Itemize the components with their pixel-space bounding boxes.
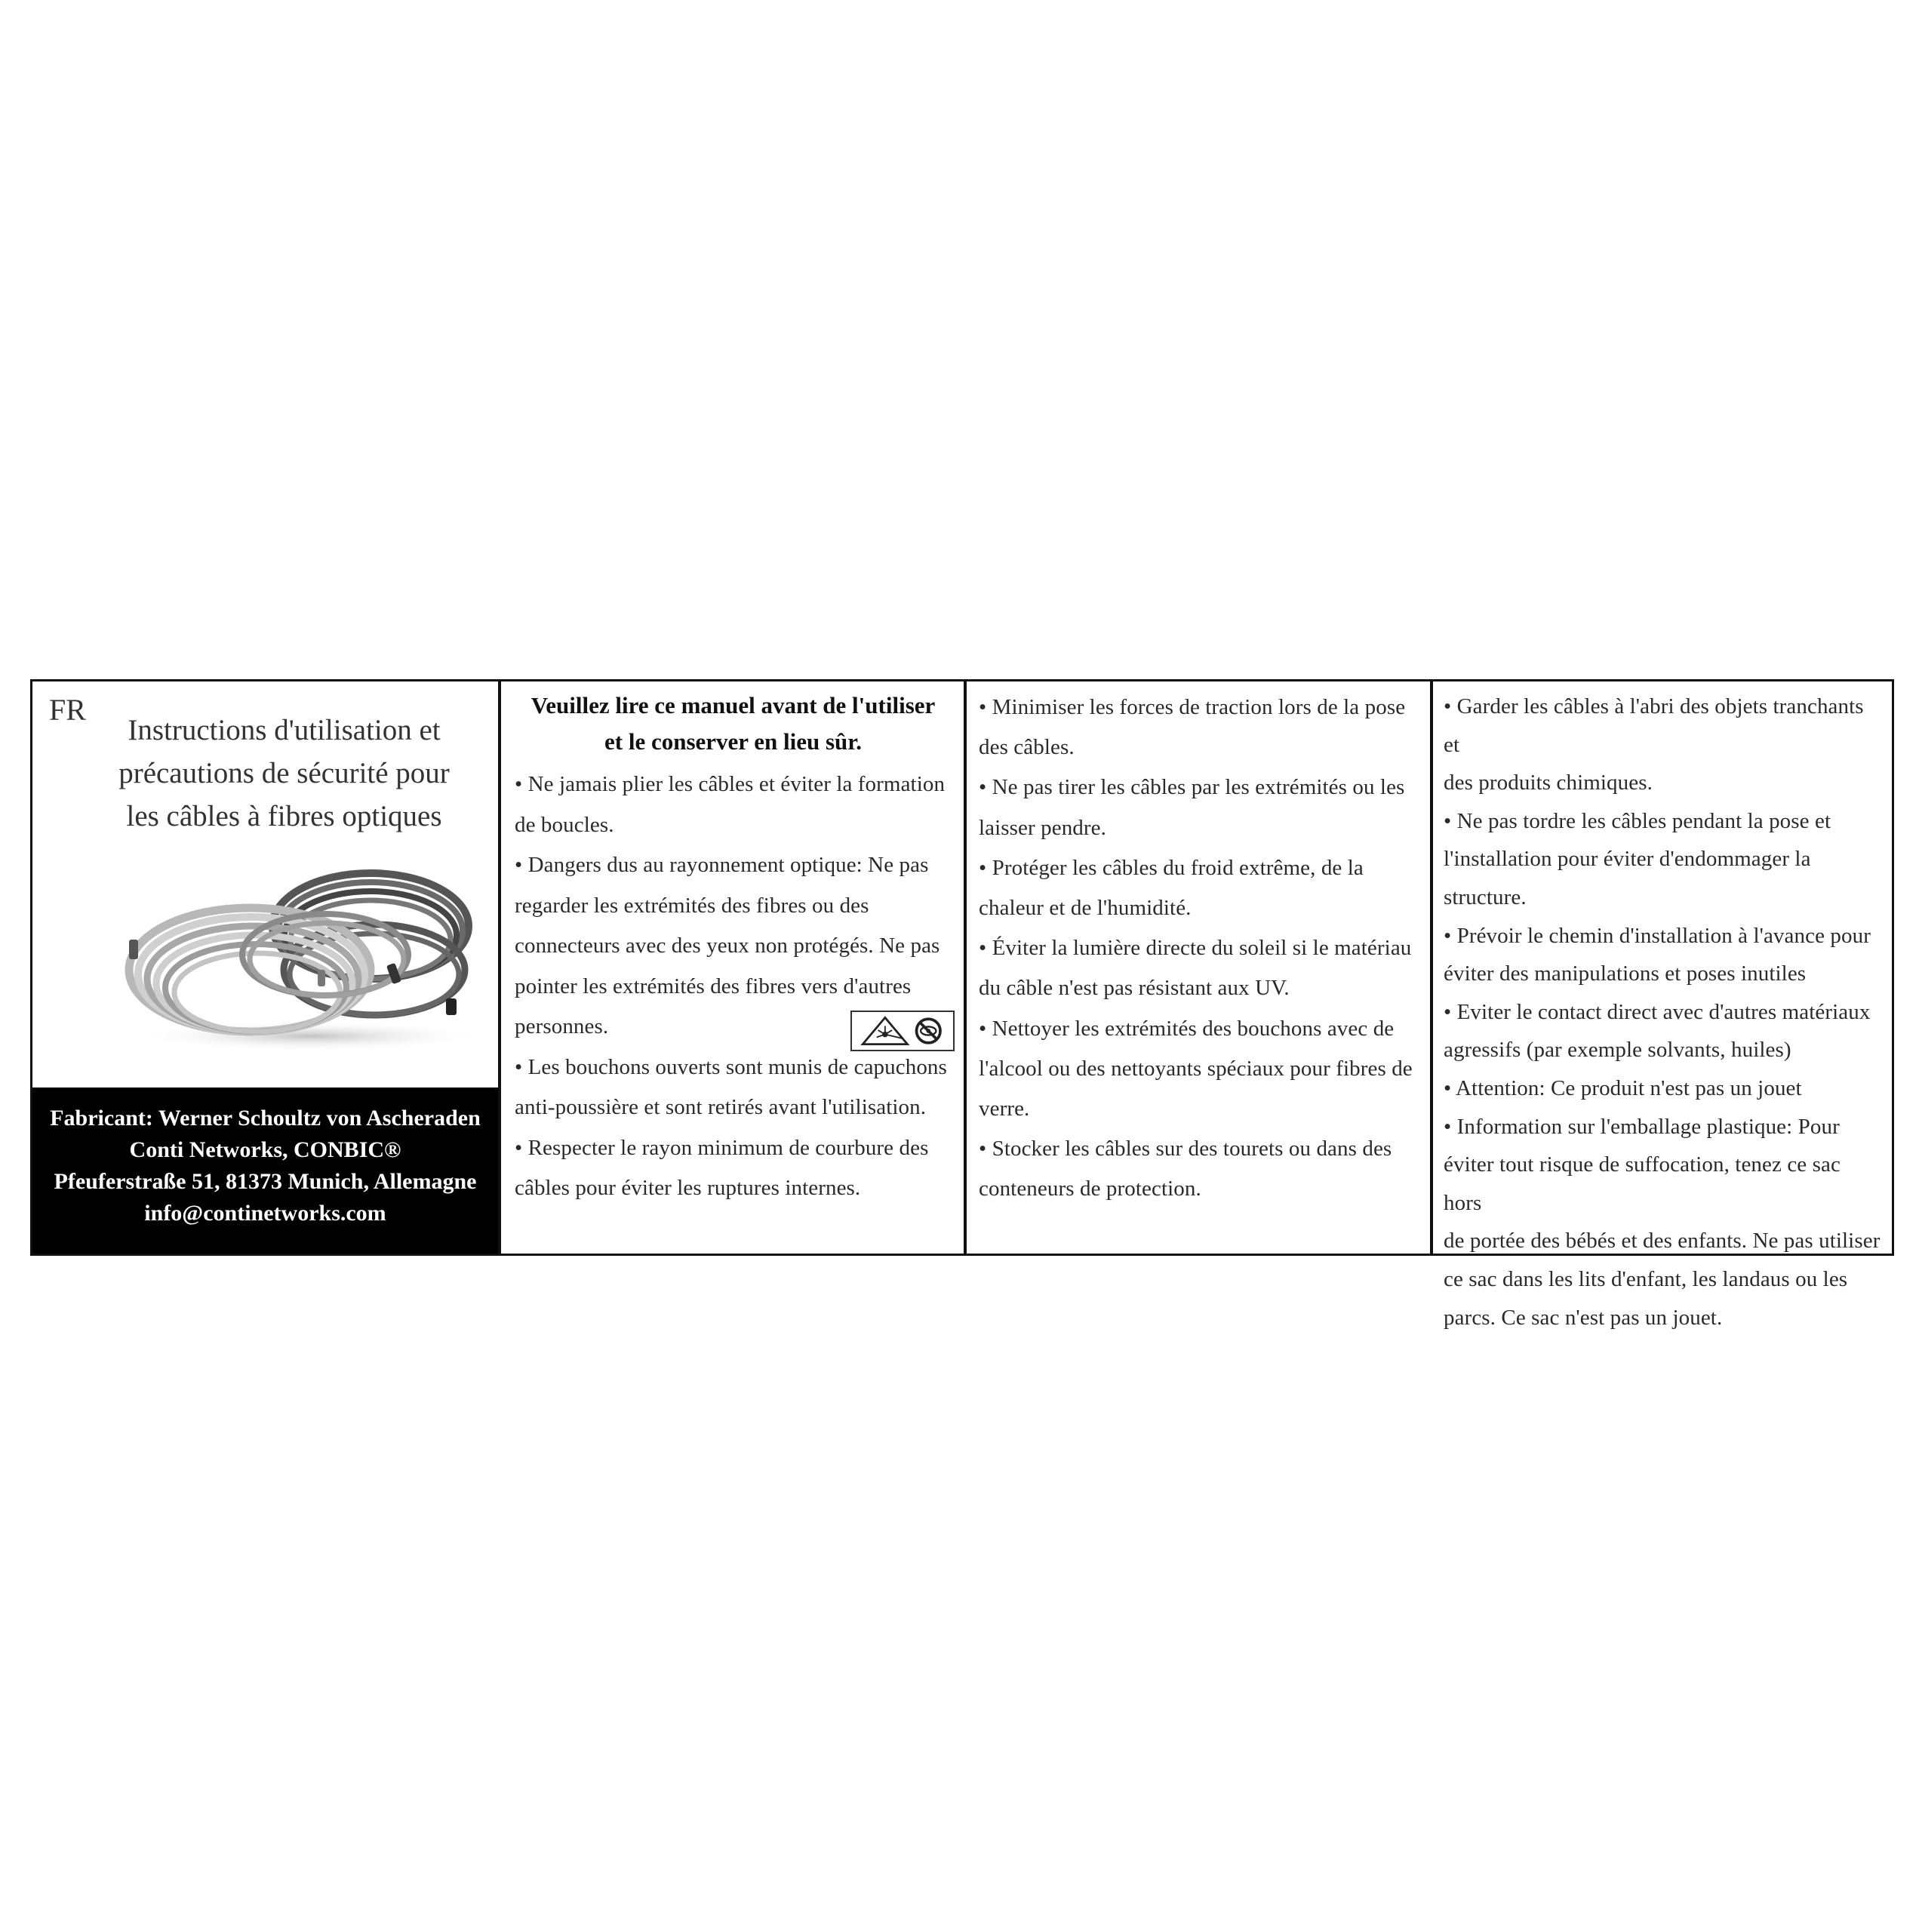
manufacturer-line: Pfeuferstraße 51, 81373 Munich, Allemagne xyxy=(54,1169,477,1194)
instruction-line: • Garder les câbles à l'abri des objets tranchants et xyxy=(1444,694,1864,757)
manufacturer-email: info@continetworks.com xyxy=(144,1201,386,1226)
instruction-line: éviter des manipulations et poses inutiles xyxy=(1444,961,1807,986)
instruction-line: • Minimiser les forces de traction lors de la pose xyxy=(979,695,1406,719)
instruction-line: • Protéger les câbles du froid extrême, de la xyxy=(979,855,1364,880)
title-panel xyxy=(32,681,498,1254)
instructions-panel-1 xyxy=(498,681,964,1254)
instruction-line: regarder les extrémités des fibres ou des xyxy=(515,893,869,918)
language-code: FR xyxy=(49,693,86,727)
instruction-line: • Ne jamais plier les câbles et éviter la formation xyxy=(515,772,946,796)
instruction-line: • Les bouchons ouverts sont munis de capuchons xyxy=(515,1054,947,1079)
title-line: Instructions d'utilisation et xyxy=(128,714,441,746)
instruction-line: structure. xyxy=(1444,884,1527,909)
instruction-line: chaleur et de l'humidité. xyxy=(979,896,1192,921)
instruction-line: de boucles. xyxy=(515,812,614,837)
title-line: les câbles à fibres optiques xyxy=(126,800,442,832)
coiled-fiber-cables-photo xyxy=(121,857,485,1053)
manufacturer-line: Fabricant: Werner Schoultz von Ascheraden xyxy=(50,1106,481,1131)
instruction-line: • Prévoir le chemin d'installation à l'avance pour xyxy=(1444,923,1871,948)
title-line: précautions de sécurité pour xyxy=(118,757,450,789)
instruction-line: • Éviter la lumière directe du soleil si le matériau xyxy=(979,936,1412,961)
instruction-line: l'alcool ou des nettoyants spéciaux pour fibres de xyxy=(979,1056,1413,1081)
instruction-line: agressifs (par exemple solvants, huiles) xyxy=(1444,1038,1791,1063)
instructions-panel-3 xyxy=(1430,681,1892,1330)
instruction-line: • Ne pas tordre les câbles pendant la pose et xyxy=(1444,808,1831,833)
instruction-line: ce sac dans les lits d'enfant, les landaus ou les xyxy=(1444,1266,1848,1291)
instruction-line: • Attention: Ce produit n'est pas un jouet xyxy=(1444,1075,1802,1100)
instruction-line: personnes. xyxy=(515,1014,609,1038)
instruction-line: des câbles. xyxy=(979,735,1075,760)
manufacturer-block xyxy=(32,1088,498,1254)
instruction-line: • Eviter le contact direct avec d'autres matériaux xyxy=(1444,999,1871,1024)
instruction-leaflet xyxy=(30,679,1894,1330)
instruction-line: • Respecter le rayon minimum de courbure des xyxy=(515,1135,929,1160)
instruction-line: câbles pour éviter les ruptures internes. xyxy=(515,1176,861,1200)
instruction-line: éviter tout risque de suffocation, tenez ce sac hors xyxy=(1444,1152,1841,1215)
manufacturer-line: Conti Networks, CONBIC® xyxy=(129,1137,401,1162)
heading-line: et le conserver en lieu sûr. xyxy=(604,728,862,755)
instruction-line: connecteurs avec des yeux non protégés. Ne pas xyxy=(515,934,940,958)
instruction-line: du câble n'est pas résistant aux UV. xyxy=(979,976,1290,1001)
instruction-line: • Stocker les câbles sur des tourets ou dans des xyxy=(979,1137,1392,1161)
instruction-line: parcs. Ce sac n'est pas un jouet. xyxy=(1444,1305,1723,1330)
instruction-line: • Ne pas tirer les câbles par les extrémités ou les xyxy=(979,775,1405,800)
instruction-line: laisser pendre. xyxy=(979,815,1106,840)
instruction-line: verre. xyxy=(979,1097,1030,1121)
instruction-line: • Information sur l'emballage plastique: Pour xyxy=(1444,1114,1840,1139)
instruction-line: de portée des bébés et des enfants. Ne pas utiliser xyxy=(1444,1229,1881,1254)
instruction-line: conteneurs de protection. xyxy=(979,1177,1201,1201)
heading-line: Veuillez lire ce manuel avant de l'utiliser xyxy=(530,692,936,718)
instruction-line: pointer les extrémités des fibres vers d'autres xyxy=(515,974,912,998)
instruction-line: • Dangers dus au rayonnement optique: Ne pas xyxy=(515,853,929,877)
document-title xyxy=(85,709,483,838)
laser-warning-no-eye-icon xyxy=(850,1011,955,1051)
instruction-line: anti-poussière et sont retirés avant l'utilisation. xyxy=(515,1095,927,1119)
instructions-panel-2 xyxy=(964,681,1430,1254)
instruction-line: • Nettoyer les extrémités des bouchons avec de xyxy=(979,1016,1395,1041)
instruction-line: l'installation pour éviter d'endommager la xyxy=(1444,847,1811,872)
read-manual-heading xyxy=(515,688,952,760)
instruction-line: des produits chimiques. xyxy=(1444,771,1653,795)
